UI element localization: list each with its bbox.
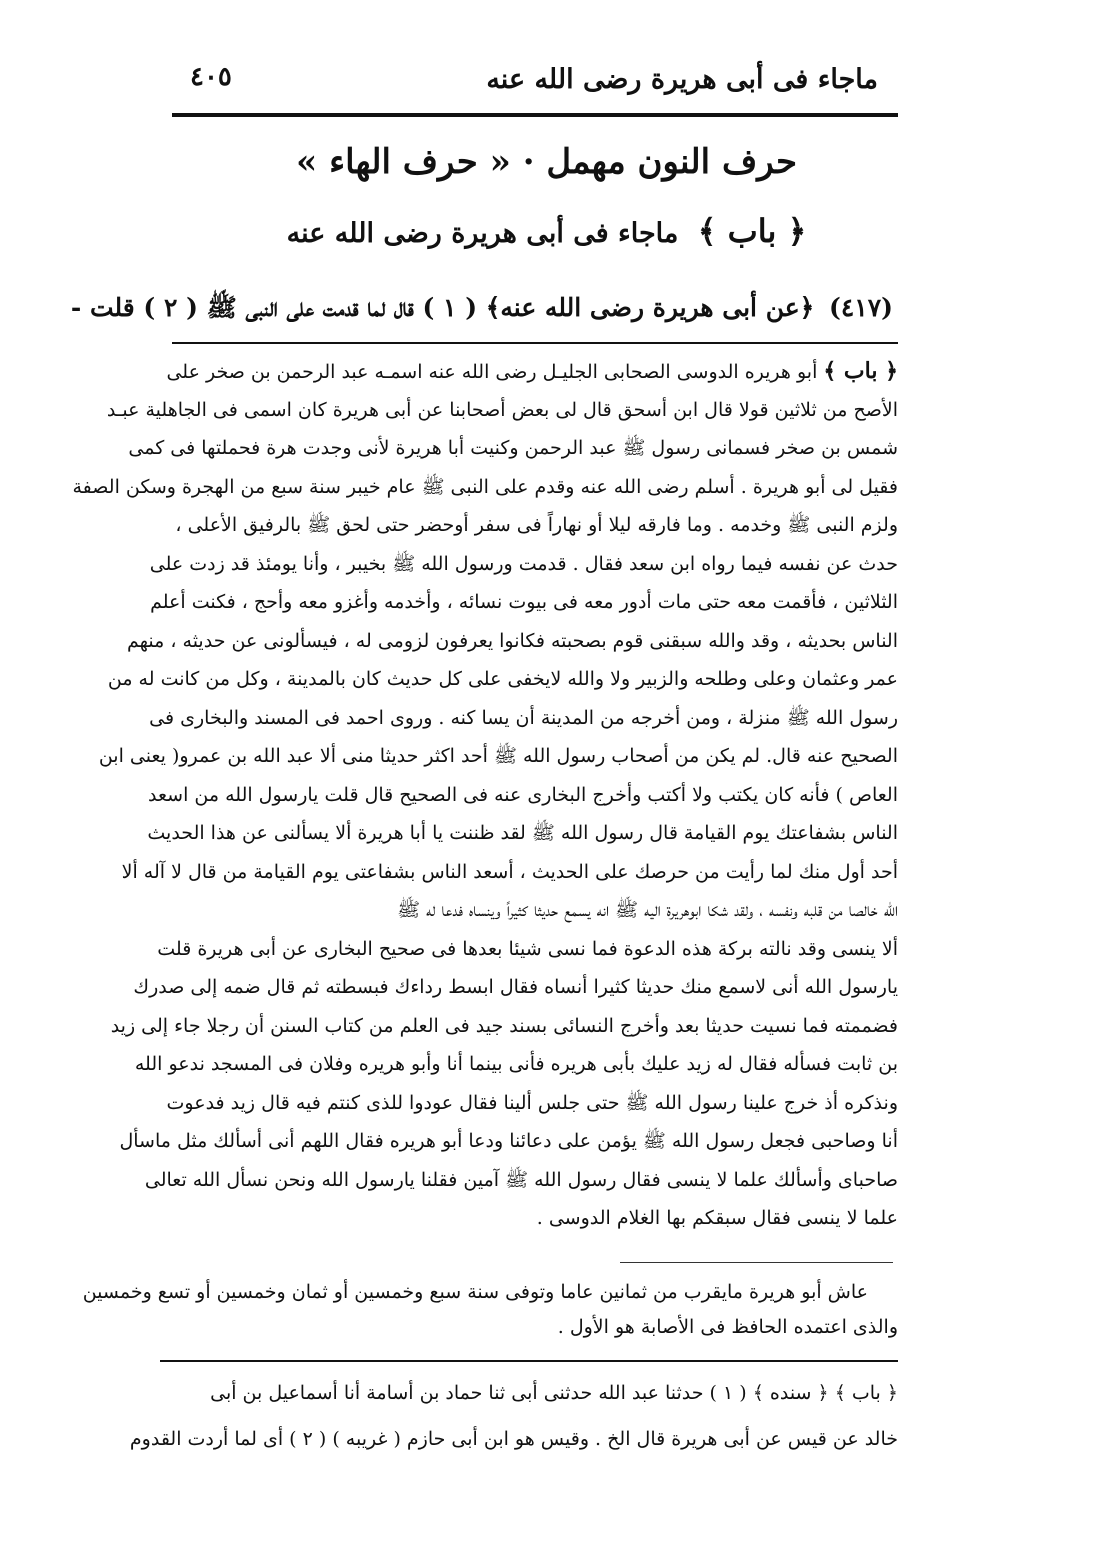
commentary-line: رسول الله ﷺ منزلة ، ومن أخرجه من المدينة أن يسا كنه . وروى احمد فى المسند والبخارى فى [149, 706, 898, 729]
commentary-line: صاحباى وأسألك علما لا ينسى فقال رسول الله ﷺ آمين فقلنا يارسول الله ونحن نسأل الله تعالى [144, 1168, 898, 1191]
chapter-title: ماجاء فى أبى هريرة رضى الله عنه [286, 218, 679, 249]
commentary-line: أنا وصاحبى فجعل رسول الله ﷺ يؤمن على دعائنا ودعا أبو هريره فقال اللهم أنى أسألك مثل ماسأل [119, 1130, 898, 1152]
commentary-line: ونذكره أذ خرج علينا رسول الله ﷺ حتى جلس ألينا فقال عودوا للذى كنتم فيه قال زيد فدعوت [166, 1091, 898, 1114]
hadith-body: ﴿عن أبى هريرة رضى الله عنه﴾ ( ١ ) قال لما قدمت على النبى ﷺ ( ٢ ) قلت - [70, 293, 815, 322]
section-title: حرف النون مهمل · « حرف الهاء » [296, 142, 797, 182]
commentary-line: الثلاثين ، فأقمت معه حتى مات أدور معه فى بيوت نسائه ، وأخدمه وأغزو معه وأحج ، فكنت أعلم [150, 591, 898, 613]
chapter-label: ﴿ باب ﴾ [697, 212, 807, 250]
page-number: ٤٠٥ [190, 62, 232, 92]
header-rule [172, 113, 898, 117]
sanad-notes [129, 1370, 898, 1462]
commentary-line: علما لا ينسى فقال سبقكم بها الغلام الدوسى . [536, 1207, 898, 1229]
commentary [72, 352, 898, 1238]
commentary-line: حدث عن نفسه فيما رواه ابن سعد فقال . قدمت ورسول الله ﷺ بخيبر ، وأنا يومئذ قد زدت على [149, 552, 898, 575]
commentary-line: العاص ) فأنه كان يكتب ولا أكتب وأخرج البخارى عنه فى الصحيح قال قلت يارسول الله من اسعد [148, 783, 898, 806]
commentary-line: الصحيح عنه قال. لم يكن من أصحاب رسول الله ﷺ أحد اكثر حديثا منى ألا عبد الله بن عمرو( يعنى ابن [98, 745, 898, 767]
commentary-line: فضممته فما نسيت حديثا بعد وأخرج النسائى بسند جيد فى العلم من كتاب السنن أن رجلا جاء إلى زيد [110, 1014, 898, 1037]
commentary-line: الناس بشفاعتك يوم القيامة قال رسول الله ﷺ لقد ظننت يا أبا هريرة ألا يسألنى عن هذا الحديث [147, 822, 898, 844]
commentary-line: ولزم النبى ﷺ وخدمه . وما فارقه ليلا أو نهاراً فى سفر أوحضر حتى لحق ﷺ بالرفيق الأعلى ، [175, 514, 898, 536]
chapter-heading [0, 212, 1093, 250]
header-title: ماجاء فى أبى هريرة رضى الله عنه [486, 64, 878, 95]
footnote-line: عاش أبو هريرة مايقرب من ثمانين عاما وتوفى سنة سبع وخمسين أو ثمان وخمسين أو تسع وخمسين [82, 1281, 868, 1303]
commentary-line: ﴿ باب ﴾أبو هريره الدوسى الصحابى الجليـل رضى الله عنه اسمـه عبد الرحمن بن صخر على [166, 358, 898, 384]
commentary-line: شمس بن صخر فسمانى رسول ﷺ عبد الرحمن وكنيت أبا هريرة لأنى وجدت هرة فحملتها فى كمى [128, 437, 898, 459]
commentary-line: يارسول الله أنى لاسمع منك حديثا كثيرا أنساه فقال ابسط رداءك فبسطته ثم قال ضمه إلى صدرك [133, 976, 898, 998]
running-header [190, 58, 878, 108]
footnote-rule [620, 1262, 893, 1263]
commentary-line: أحد أول منك لما رأيت من حرصك على الحديث ، أسعد الناس بشفاعتى يوم القيامة من قال لا آله ألا [121, 860, 898, 883]
hadith-number: (٤١٧) [829, 293, 893, 322]
commentary-line: فقيل لى أبو هريرة . أسلم رضى الله عنه وقدم على النبى ﷺ عام خيبر سنة سبع من الهجرة وسكن الصفة [72, 475, 898, 498]
commentary-line: ألا ينسى وقد نالته بركة هذه الدعوة فما نسى شيئا بعدها فى صحيح البخارى عن أبى هريرة قلت [157, 937, 898, 960]
commentary-line: عمر وعثمان وعلى وطلحه والزبير ولا والله لايخفى على كل حديث كان بالمدينة ، وكل من كانت له من [107, 668, 898, 690]
sanad-line: خالد عن قيس عن أبى هريرة قال الخ . وقيس هو ابن أبى حازم ( غريبه ) ( ٢ ) أى لما أردت القدوم [129, 1428, 898, 1450]
commentary-line: الله خالصا من قلبه ونفسه ، ولقد شكا ابوهريرة اليه ﷺ انه يسمع حديثا كثيراً وينساه فدعا له ﷺ [397, 899, 898, 921]
commentary-line: الناس بحديثه ، وقد والله سبقنى قوم بصحبته فكانوا يعرفون لزومى له ، فيسألونى عن حديثه ، منهم [126, 629, 898, 652]
sanad-line: ﴿ باب ﴾ ﴿ سنده ﴾ ( ١ ) حدثنا عبد الله حدثنى أبى ثنا حماد بن أسامة أنا أسماعيل بن أبى [210, 1382, 898, 1404]
commentary-line: الأصح من ثلاثين قولا قال ابن أسحق قال لى بعض أصحابنا عن أبى هريرة كان اسمى فى الجاهلية عبـد [106, 398, 898, 421]
footnote [82, 1275, 898, 1345]
sanad-rule [160, 1360, 898, 1362]
commentary-line: بن ثابت فسأله فقال له زيد عليك بأبى هريره فأنى بينما أنا وأبو هريره وفلان فى المسجد ندعو الله [134, 1053, 898, 1075]
hadith-text [70, 292, 893, 329]
footnote-line: والذى اعتمده الحافظ فى الأصابة هو الأول . [557, 1316, 898, 1338]
commentary-rule [172, 342, 898, 344]
commentary-lead: ﴿ باب ﴾ [823, 358, 898, 384]
